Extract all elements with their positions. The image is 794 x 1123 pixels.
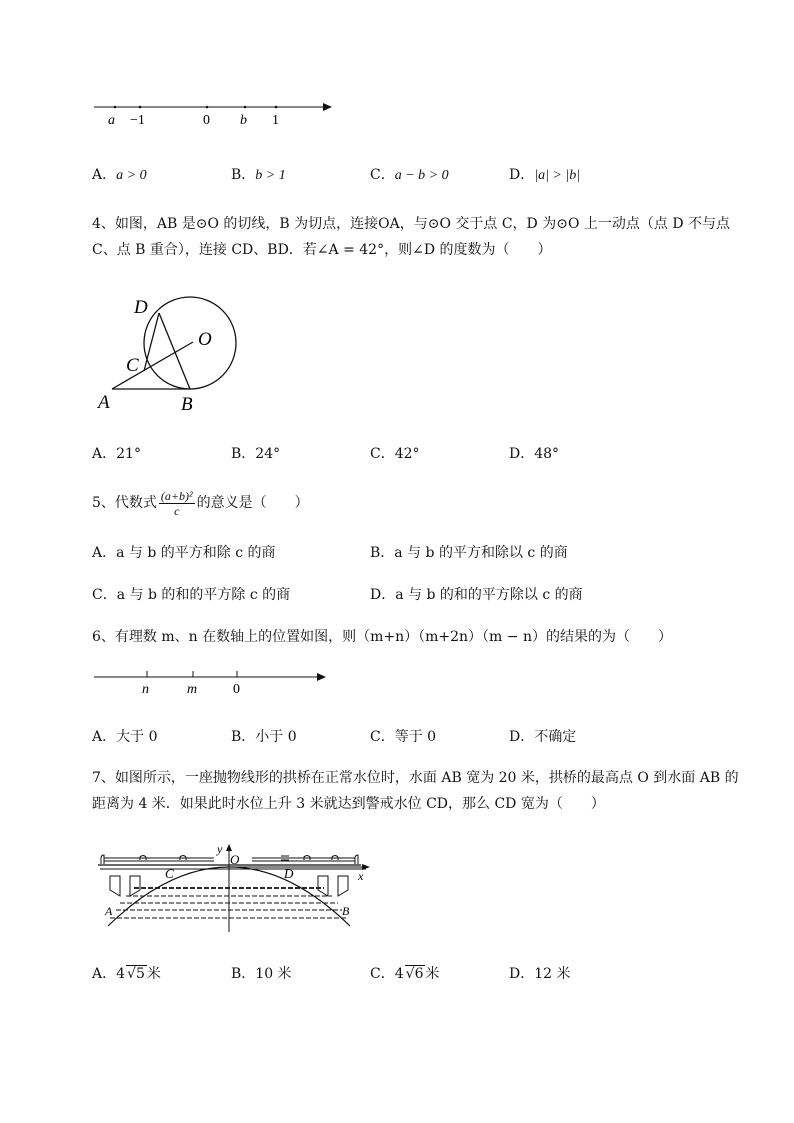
label-zero: 0	[233, 682, 240, 697]
q4-option-d[interactable]: D．48°	[509, 446, 560, 462]
label-a: a	[108, 113, 115, 128]
label-neg1: −1	[130, 113, 145, 128]
label-1: 1	[272, 113, 279, 128]
q7-stem-line2: 距离为 4 米．如果此时水位上升 3 米就达到警戒水位 CD，那么 CD 宽为（ ）	[92, 796, 605, 812]
fig4-label-o: O	[198, 329, 212, 350]
fig4-label-b: B	[181, 394, 193, 415]
fig7-label-b: B	[342, 904, 350, 918]
q3-option-c[interactable]: C．a − b > 0	[370, 167, 449, 183]
number-line-1	[88, 96, 338, 130]
q5-fraction: $\frac{\text{(a+b)²}}{c}$	[160, 488, 193, 518]
fig7-label-y: y	[217, 842, 223, 856]
q7-option-d[interactable]: D．12 米	[509, 966, 571, 982]
q6-option-a[interactable]: A．大于 0	[92, 729, 158, 745]
label-b: b	[240, 113, 247, 128]
q6-option-d[interactable]: D．不确定	[509, 729, 577, 745]
q4-stem-line1: 4、如图，AB 是⊙O 的切线，B 为切点，连接OA，与⊙O 交于点 C，D 为⊙O 上一动点（点 D 不与点	[92, 216, 731, 232]
q5-option-a[interactable]: A．a 与 b 的平方和除 c 的商	[92, 545, 276, 561]
q5-option-c[interactable]: C．a 与 b 的和的平方除 c 的商	[92, 587, 291, 603]
q4-stem-line2: C、点 B 重合），连接 CD、BD．若∠A = 42°，则∠D 的度数为（ ）	[92, 242, 552, 258]
fig4-label-c: C	[126, 355, 139, 376]
q4-circle-figure	[92, 292, 252, 416]
q5-option-d[interactable]: D．a 与 b 的和的平方除以 c 的商	[370, 587, 583, 603]
fig7-label-d: D	[284, 866, 294, 881]
label-m: m	[187, 682, 198, 697]
fig7-label-c: C	[165, 866, 174, 881]
q3-option-a[interactable]: A．a > 0	[92, 167, 147, 183]
fig7-label-x: x	[358, 869, 364, 883]
q7-bridge-figure	[96, 838, 380, 932]
fig4-label-d: D	[134, 297, 148, 318]
number-line-2	[88, 668, 332, 698]
q3-option-b[interactable]: B．b > 1	[231, 167, 286, 183]
q7-option-a[interactable]: A．4 √5 米	[92, 966, 161, 982]
q3-option-d[interactable]: D．|a| > |b|	[509, 167, 581, 183]
sqrt-symbol: √5	[127, 966, 145, 982]
q6-option-c[interactable]: C．等于 0	[370, 729, 437, 745]
q7-option-c[interactable]: C．4 √6 米	[370, 966, 440, 982]
q4-option-c[interactable]: C．42°	[370, 446, 420, 462]
q6-option-b[interactable]: B．小于 0	[231, 729, 297, 745]
fig7-label-o: O	[230, 852, 240, 867]
fig7-label-a: A	[105, 904, 113, 918]
q5-stem: 5、代数式 $\frac{\text{(a+b)²}}{c}$ 的意义是（ ）	[92, 488, 309, 518]
sqrt-symbol: √6	[405, 966, 424, 982]
label-0: 0	[203, 113, 210, 128]
label-n: n	[142, 682, 149, 697]
fig4-label-a: A	[98, 392, 110, 413]
q7-stem-line1: 7、如图所示，一座抛物线形的拱桥在正常水位时，水面 AB 宽为 20 米，拱桥的最高点 O 到水面 AB 的	[92, 770, 739, 786]
q5-option-b[interactable]: B．a 与 b 的平方和除以 c 的商	[370, 545, 568, 561]
q4-option-b[interactable]: B．24°	[231, 446, 281, 462]
q7-option-b[interactable]: B．10 米	[231, 966, 292, 982]
q6-stem: 6、有理数 m、n 在数轴上的位置如图，则（m+n）（m+2n）（m − n）的结果的为（ ）	[92, 629, 672, 645]
q4-option-a[interactable]: A．21°	[92, 446, 141, 462]
